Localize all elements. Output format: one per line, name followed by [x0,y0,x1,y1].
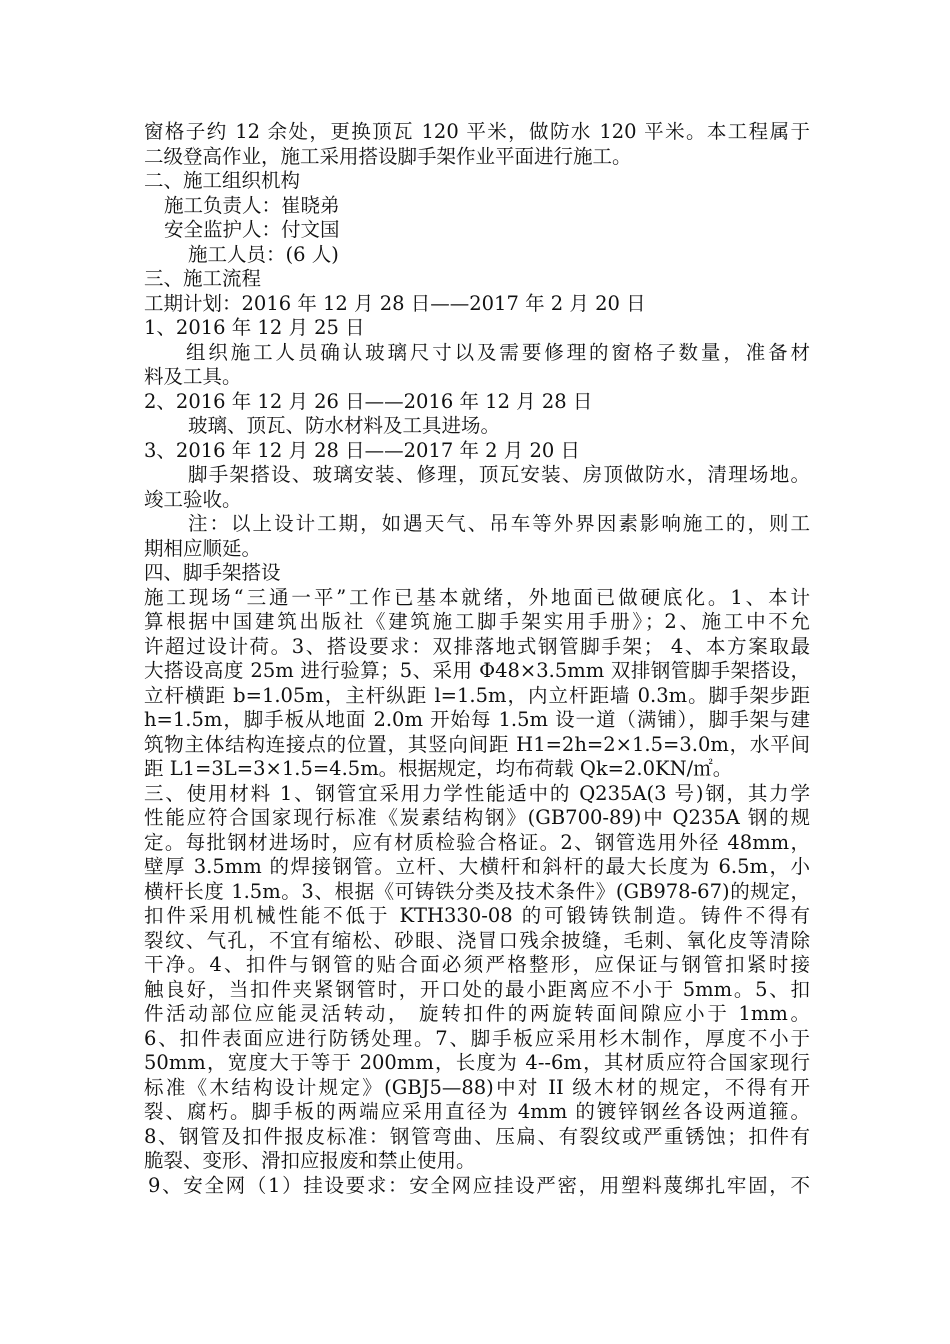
paragraph-line: 脆裂、变形、滑扣应报废和禁止使用。 [144,1149,476,1172]
paragraph-line: 3、2016 年 12 月 28 日——2017 年 2 月 20 日 [144,438,580,462]
paragraph-line: 50mm，宽度大于等于 200mm，长度为 4--6m，其材质应符合国家现行 [144,1051,810,1074]
paragraph-line: 9、安全网（1）挂设要求：安全网应挂设严密，用塑料蔑绑扎牢固，不 [148,1173,810,1197]
paragraph-line: 壁厚 3.5mm 的焊接钢管。立杆、大横杆和斜杆的最大长度为 6.5m，小 [144,855,810,878]
paragraph-line: 竣工验收。 [144,487,242,511]
paragraph-line: 脚手架搭设、玻璃安装、修理，顶瓦安装、房顶做防水，清理场地。 [188,463,810,486]
paragraph-line: 二级登高作业，施工采用搭设脚手架作业平面进行施工。 [144,144,632,168]
paragraph-line: 性能应符合国家现行标准《炭素结构钢》(GB700-89)中 Q235A 钢的规 [144,806,810,829]
paragraph-line: 触良好，当扣件夹紧钢管时，开口处的最小距离应不小于 5mm。5、扣 [144,977,810,1001]
paragraph-line: 标准《木结构设计规定》(GBJ5—88)中对 II 级木材的规定，不得有开 [144,1075,810,1099]
paragraph-line: 裂纹、气孔，不宜有缩松、砂眼、浇冒口残余披缝，毛刺、氧化皮等清除 [144,928,810,952]
paragraph-line: 施工现场“三通一平”工作已基本就绪，外地面已做硬底化。1、本计 [144,585,810,609]
paragraph-line: 扣件采用机械性能不低于 KTH330-08 的可锻铸铁制造。铸件不得有 [144,904,810,927]
section-heading: 四、脚手架搭设 [144,561,281,584]
paragraph-line: 窗格子约 12 余处，更换顶瓦 120 平米，做防水 120 平米。本工程属于 [144,120,810,143]
paragraph-line: 期相应顺延。 [144,536,262,560]
paragraph-line: 许超过设计荷。3、搭设要求：双排落地式钢管脚手架； 4、本方案取最 [144,634,810,658]
paragraph-line: 立杆横距 b=1.05m，主杆纵距 l=1.5m，内立杆距墙 0.3m。脚手架步距 [144,683,810,707]
paragraph-line: 距 L1=3L=3×1.5=4.5m。根据规定，均布荷载 Qk=2.0KN/㎡。 [144,757,733,780]
paragraph-line: 件活动部位应能灵活转动， 旋转扣件的两旋转面间隙应小于 1mm。 [144,1002,810,1025]
paragraph-line: 安全监护人：付文国 [164,218,340,241]
section-heading: 二、施工组织机构 [144,169,301,192]
paragraph-line: 1、2016 年 12 月 25 日 [144,316,365,339]
paragraph-line: 算根据中国建筑出版社《建筑施工脚手架实用手册》；2、施工中不允 [144,610,810,633]
paragraph-line: 料及工具。 [144,365,242,388]
paragraph-line: 施工人员：(6 人) [188,242,339,266]
paragraph-line: 横杆长度 1.5m。3、根据《可铸铁分类及技术条件》(GB978-67)的规定， [144,879,810,903]
paragraph-line: 定。每批钢材进场时，应有材质检验合格证。2、钢管选用外径 48mm， [144,830,810,854]
paragraph-line: h=1.5m，脚手板从地面 2.0m 开始每 1.5m 设一道（满铺），脚手架与建 [144,708,810,731]
paragraph-line: 大搭设高度 25m 进行验算；5、采用 Φ48×3.5mm 双排钢管脚手架搭设， [144,659,810,682]
paragraph-line: 组织施工人员确认玻璃尺寸以及需要修理的窗格子数量，准备材 [186,340,810,364]
paragraph-line: 玻璃、顶瓦、防水材料及工具进场。 [188,414,501,437]
paragraph-line: 三、使用材料 1、钢管宜采用力学性能适中的 Q235A(3 号)钢，其力学 [144,781,810,805]
paragraph-line: 8、钢管及扣件报皮标准：钢管弯曲、压扁、有裂纹或严重锈蚀；扣件有 [144,1124,810,1148]
paragraph-line: 注：以上设计工期，如遇天气、吊车等外界因素影响施工的，则工 [188,512,810,535]
paragraph-line: 工期计划：2016 年 12 月 28 日——2017 年 2 月 20 日 [144,291,646,315]
paragraph-line: 干净。4、扣件与钢管的贴合面必须严格整形，应保证与钢管扣紧时接 [144,953,810,976]
paragraph-line: 筑物主体结构连接点的位置，其竖向间距 H1=2h=2×1.5=3.0m，水平间 [144,732,810,756]
paragraph-line: 2、2016 年 12 月 26 日——2016 年 12 月 28 日 [144,389,593,413]
document-body [144,120,810,1198]
paragraph-line: 6、扣件表面应进行防锈处理。7、脚手板应采用杉木制作，厚度不小于 [144,1026,810,1050]
paragraph-line: 施工负责人：崔晓弟 [164,193,340,217]
paragraph-line: 裂、腐朽。脚手板的两端应采用直径为 4mm 的镀锌钢丝各设两道箍。 [144,1100,810,1123]
section-heading: 三、施工流程 [144,267,262,290]
